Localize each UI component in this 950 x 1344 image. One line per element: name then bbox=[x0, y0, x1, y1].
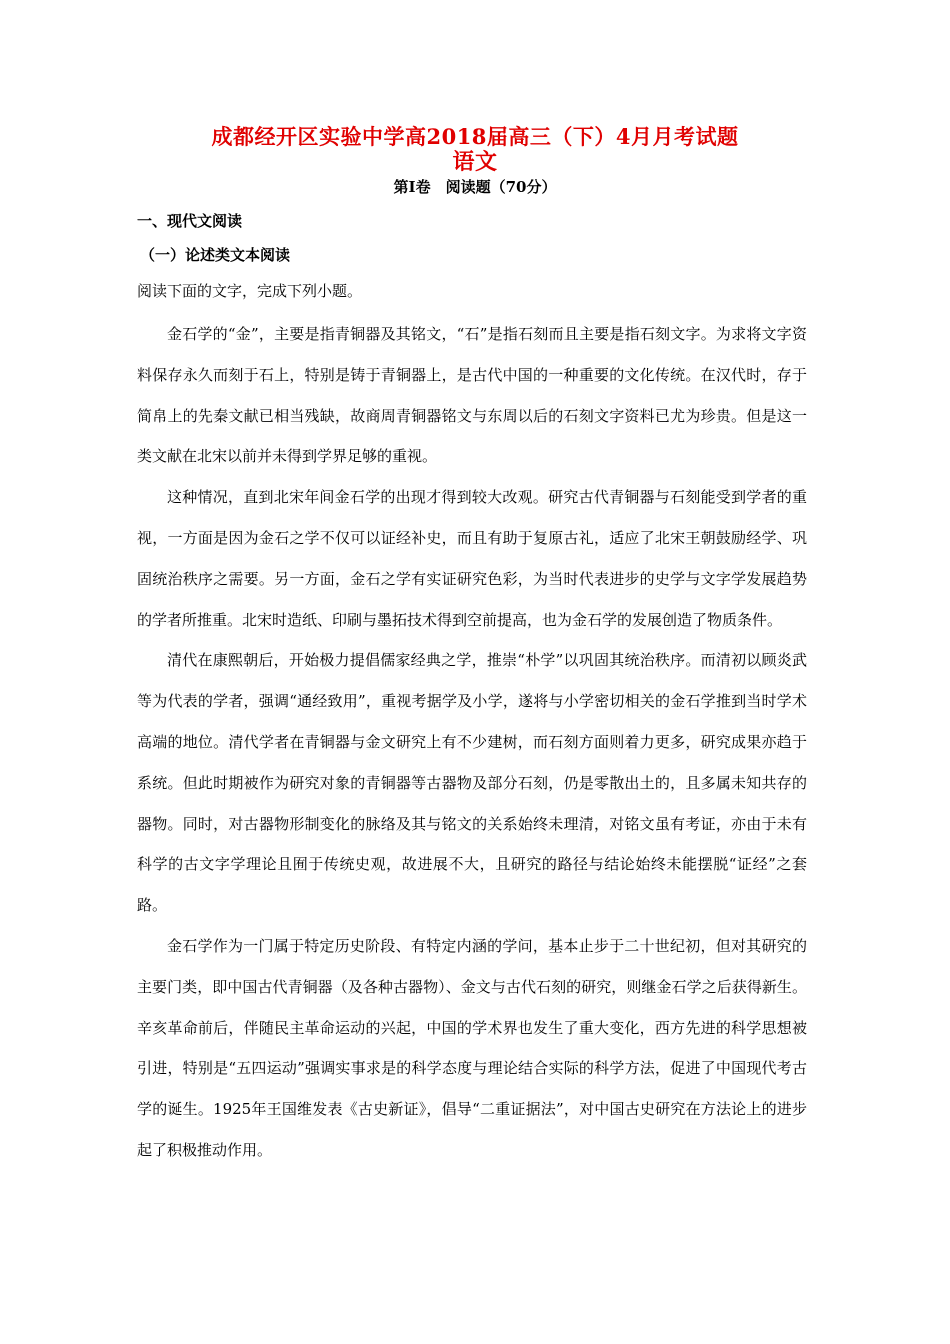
reading-passage bbox=[137, 314, 807, 1171]
passage-paragraph: 这种情况，直到北宋年间金石学的出现才得到较大改观。研究古代青铜器与石刻能受到学者的重视，一方面是因为金石之学不仅可以证经补史，而且有助于复原古礼，适应了北宋王朝鼓励经学、巩固统治秩序之需要。另一方面，金石之学有实证研究色彩，为当时代表进步的史学与文字学发展趋势的学者所推重。北宋时造纸、印刷与墨拓技术得到空前提高，也为金石学的发展创造了物质条件。 bbox=[137, 488, 807, 629]
exam-title: 成都经开区实验中学高2018届高三（下）4月月考试题 bbox=[211, 124, 739, 149]
subsection-heading: （一）论述类文本阅读 bbox=[140, 246, 291, 264]
passage-paragraph: 金石学的“金”，主要是指青铜器及其铭文，“石”是指石刻而且主要是指石刻文字。为求将文字资料保存永久而刻于石上，特别是铸于青铜器上，是古代中国的一种重要的文化传统。在汉代时，存于简帛上的先秦文献已相当残缺，故商周青铜器铭文与东周以后的石刻文字资料已尤为珍贵。但是这一类文献在北宋以前并未得到学界足够的重视。 bbox=[137, 325, 807, 466]
reading-instruction: 阅读下面的文字，完成下列小题。 bbox=[137, 282, 363, 300]
passage-paragraph: 金石学作为一门属于特定历史阶段、有特定内涵的学问，基本止步于二十世纪初，但对其研究的主要门类，即中国古代青铜器（及各种古器物）、金文与古代石刻的研究，则继金石学之后获得新生。辛亥革命前后，伴随民主革命运动的兴起，中国的学术界也发生了重大变化，西方先进的科学思想被引进，特别是“五四运动”强调实事求是的科学态度与理论结合实际的科学方法，促进了中国现代考古学的诞生。1925年王国维发表《古史新证》，倡导“二重证据法”，对中国古史研究在方法论上的进步起了积极推动作用。 bbox=[137, 936, 807, 1159]
section-heading: 一、现代文阅读 bbox=[137, 212, 243, 230]
part-heading: 第Ⅰ卷 阅读题（70分） bbox=[393, 178, 557, 196]
passage-paragraph: 清代在康熙朝后，开始极力提倡儒家经典之学，推崇“朴学”以巩固其统治秩序。而清初以顾炎武等为代表的学者，强调“通经致用”，重视考据学及小学，遂将与小学密切相关的金石学推到当时学术高端的地位。清代学者在青铜器与金文研究上有不少建树，而石刻方面则着力更多，研究成果亦趋于系统。但此时期被作为研究对象的青铜器等古器物及部分石刻，仍是零散出土的，且多属未知共存的器物。同时，对古器物形制变化的脉络及其与铭文的关系始终未理清，对铭文虽有考证，亦由于未有科学的古文字学理论且囿于传统史观，故进展不大，且研究的路径与结论始终未能摆脱“证经”之套路。 bbox=[137, 651, 807, 915]
subject-title: 语文 bbox=[452, 149, 498, 175]
